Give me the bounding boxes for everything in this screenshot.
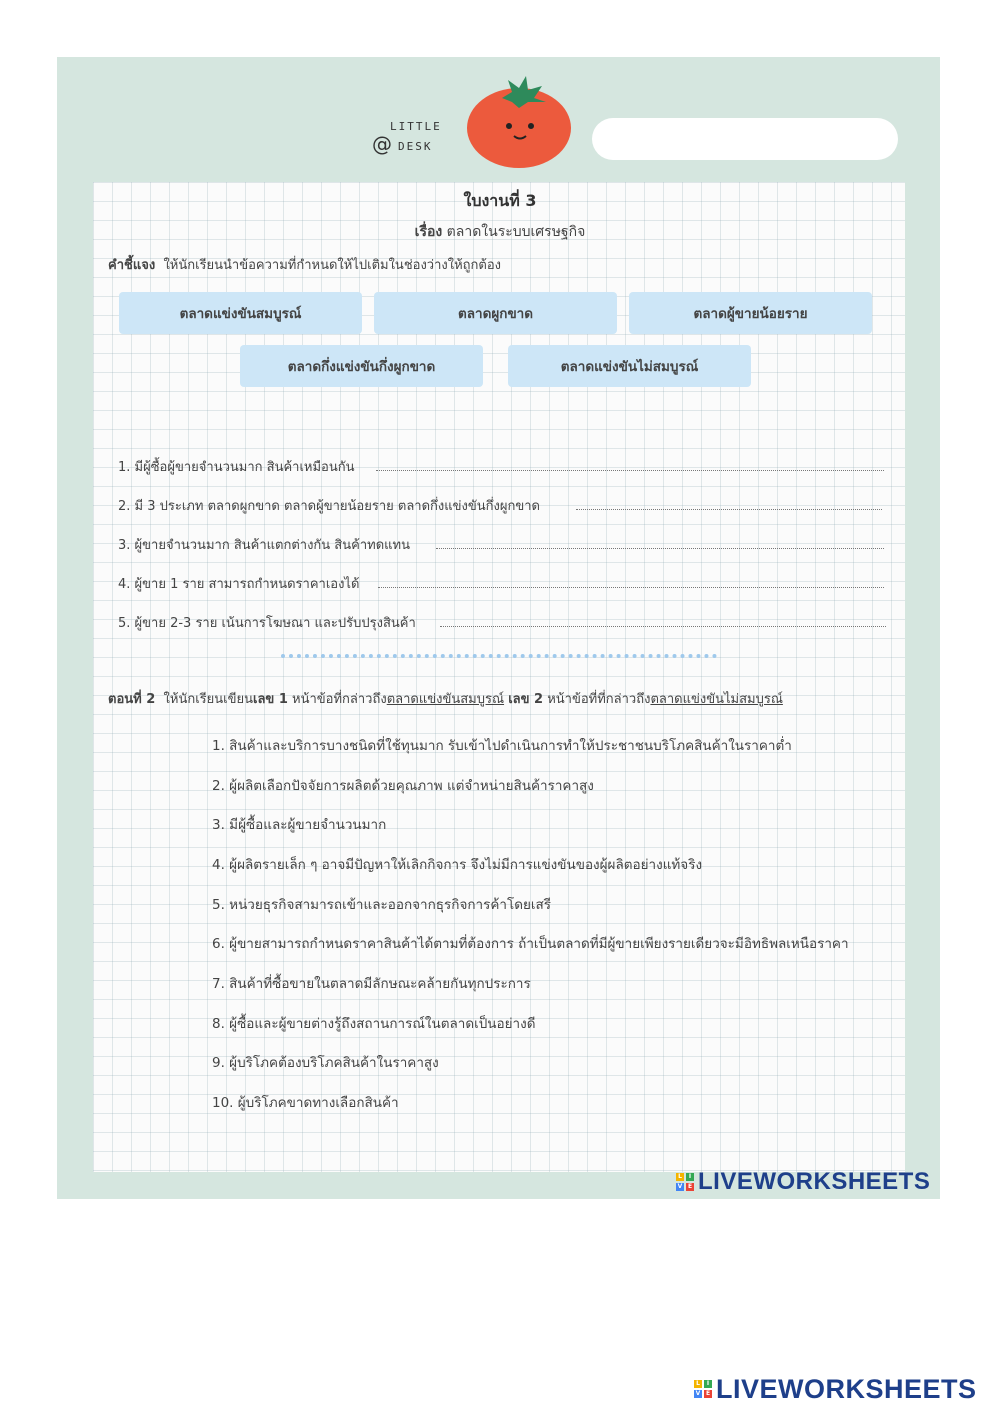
part2-market2: ตลาดแข่งขันไม่สมบูรณ์ <box>650 692 783 707</box>
instruction-text: ให้นักเรียนนำข้อความที่กำหนดให้ไปเติมในช่องว่างให้ถูกต้อง <box>163 258 502 273</box>
question-text: 3. ผู้ขายจำนวนมาก สินค้าแตกต่างกัน สินค้าทดแทน <box>118 538 410 553</box>
question-5 <box>118 612 416 633</box>
liveworksheets-icon <box>694 1380 712 1398</box>
part2-item-8[interactable]: 8. ผู้ซื้อและผู้ขายต่างรู้ถึงสถานการณ์ในตลาดเป็นอย่างดี <box>212 1016 536 1032</box>
icon-letter: V <box>695 1390 701 1397</box>
part2-item-7[interactable]: 7. สินค้าที่ซื้อขายในตลาดมีลักษณะคล้ายกันทุกประการ <box>212 976 531 992</box>
part2-text-a: ให้นักเรียนเขียน <box>163 692 253 707</box>
question-text: 4. ผู้ขาย 1 ราย สามารถกำหนดราคาเองได้ <box>118 577 360 592</box>
part2-item-2[interactable]: 2. ผู้ผลิตเลือกปัจจัยการผลิตด้วยคุณภาพ แต่จำหน่ายสินค้าราคาสูง <box>212 778 594 794</box>
question-2 <box>118 495 540 516</box>
question-1 <box>118 456 355 477</box>
question-text: 1. มีผู้ซื้อผู้ขายจำนวนมาก สินค้าเหมือนกัน <box>118 460 355 475</box>
icon-letter: I <box>704 1380 712 1388</box>
cloud-decoration <box>592 118 898 160</box>
instruction-label: คำชี้แจง <box>108 258 156 273</box>
worksheet-subtitle <box>0 221 1000 243</box>
part2-item-6[interactable]: 6. ผู้ขายสามารถกำหนดราคาสินค้าได้ตามที่ต้องการ ถ้าเป็นตลาดที่มีผู้ขายเพียงรายเดียวจะมีอิทธิพลเหนือราคา <box>212 936 849 952</box>
question-3 <box>118 534 410 555</box>
tomato-icon <box>462 70 577 170</box>
part2-instruction <box>108 688 783 709</box>
answer-blank-4[interactable] <box>378 587 884 588</box>
part2-item-9[interactable]: 9. ผู้บริโภคต้องบริโภคสินค้าในราคาสูง <box>212 1055 439 1071</box>
part2-market1: ตลาดแข่งขันสมบูรณ์ <box>386 692 505 707</box>
part2-item-1[interactable]: 1. สินค้าและบริการบางชนิดที่ใช้ทุนมาก รับเข้าไปดำเนินการทำให้ประชาชนบริโภคสินค้าในราคาต่ำ <box>212 738 792 754</box>
part2-item-3[interactable]: 3. มีผู้ซื้อและผู้ขายจำนวนมาก <box>212 817 387 833</box>
icon-letter: E <box>705 1390 711 1397</box>
instruction <box>108 254 501 275</box>
little-desk-logo <box>368 120 458 165</box>
liveworksheets-text: LIVEWORKSHEETS <box>698 1168 931 1195</box>
part2-item-10[interactable]: 10. ผู้บริโภคขาดทางเลือกสินค้า <box>212 1095 399 1111</box>
icon-letter: L <box>694 1380 702 1388</box>
question-text: 2. มี 3 ประเภท ตลาดผูกขาด ตลาดผู้ขายน้อยราย ตลาดกึ่งแข่งขันกึ่งผูกขาด <box>118 499 540 514</box>
part2-num1: เลข 1 <box>253 692 288 707</box>
question-4 <box>118 573 359 594</box>
worksheet-title: ใบงานที่ 3 <box>463 191 537 210</box>
part2-text-c: หน้าข้อที่ที่กล่าวถึง <box>547 692 651 707</box>
liveworksheets-icon <box>676 1173 694 1191</box>
word-bank-item[interactable]: ตลาดผู้ขายน้อยราย <box>629 292 872 334</box>
logo-line-1: LITTLE <box>390 120 442 133</box>
word-bank-item[interactable]: ตลาดแข่งขันไม่สมบูรณ์ <box>508 345 751 387</box>
icon-letter: V <box>677 1183 683 1190</box>
section-divider <box>281 654 717 658</box>
part2-num2: เลข 2 <box>508 692 544 707</box>
liveworksheets-watermark-outer <box>694 1373 977 1405</box>
part2-item-4[interactable]: 4. ผู้ผลิตรายเล็ก ๆ อาจมีปัญหาให้เลิกกิจการ จึงไม่มีการแข่งขันของผู้ผลิตอย่างแท้จริง <box>212 857 703 873</box>
subtitle-value: ตลาดในระบบเศรษฐกิจ <box>446 224 586 240</box>
part2-text-b: หน้าข้อที่กล่าวถึง <box>292 692 387 707</box>
answer-blank-5[interactable] <box>440 626 886 627</box>
word-bank-item[interactable]: ตลาดแข่งขันสมบูรณ์ <box>119 292 362 334</box>
icon-letter: L <box>676 1173 684 1181</box>
logo-at-sign: @ <box>372 132 392 156</box>
word-bank-item[interactable]: ตลาดผูกขาด <box>374 292 617 334</box>
part2-item-5[interactable]: 5. หน่วยธุรกิจสามารถเข้าและออกจากธุรกิจการค้าโดยเสรี <box>212 897 552 913</box>
part2-label: ตอนที่ 2 <box>108 692 156 707</box>
question-text: 5. ผู้ขาย 2-3 ราย เน้นการโฆษณา และปรับปรุงสินค้า <box>118 616 416 631</box>
word-bank-item[interactable]: ตลาดกึ่งแข่งขันกึ่งผูกขาด <box>240 345 483 387</box>
answer-blank-3[interactable] <box>436 548 884 549</box>
liveworksheets-text: LIVEWORKSHEETS <box>716 1373 977 1404</box>
liveworksheets-watermark-inner <box>676 1167 930 1197</box>
subtitle-label: เรื่อง <box>414 224 443 240</box>
answer-blank-1[interactable] <box>376 470 884 471</box>
logo-line-2: DESK <box>398 140 433 153</box>
icon-letter: I <box>686 1173 694 1181</box>
answer-blank-2[interactable] <box>576 509 882 510</box>
icon-letter: E <box>687 1183 693 1190</box>
